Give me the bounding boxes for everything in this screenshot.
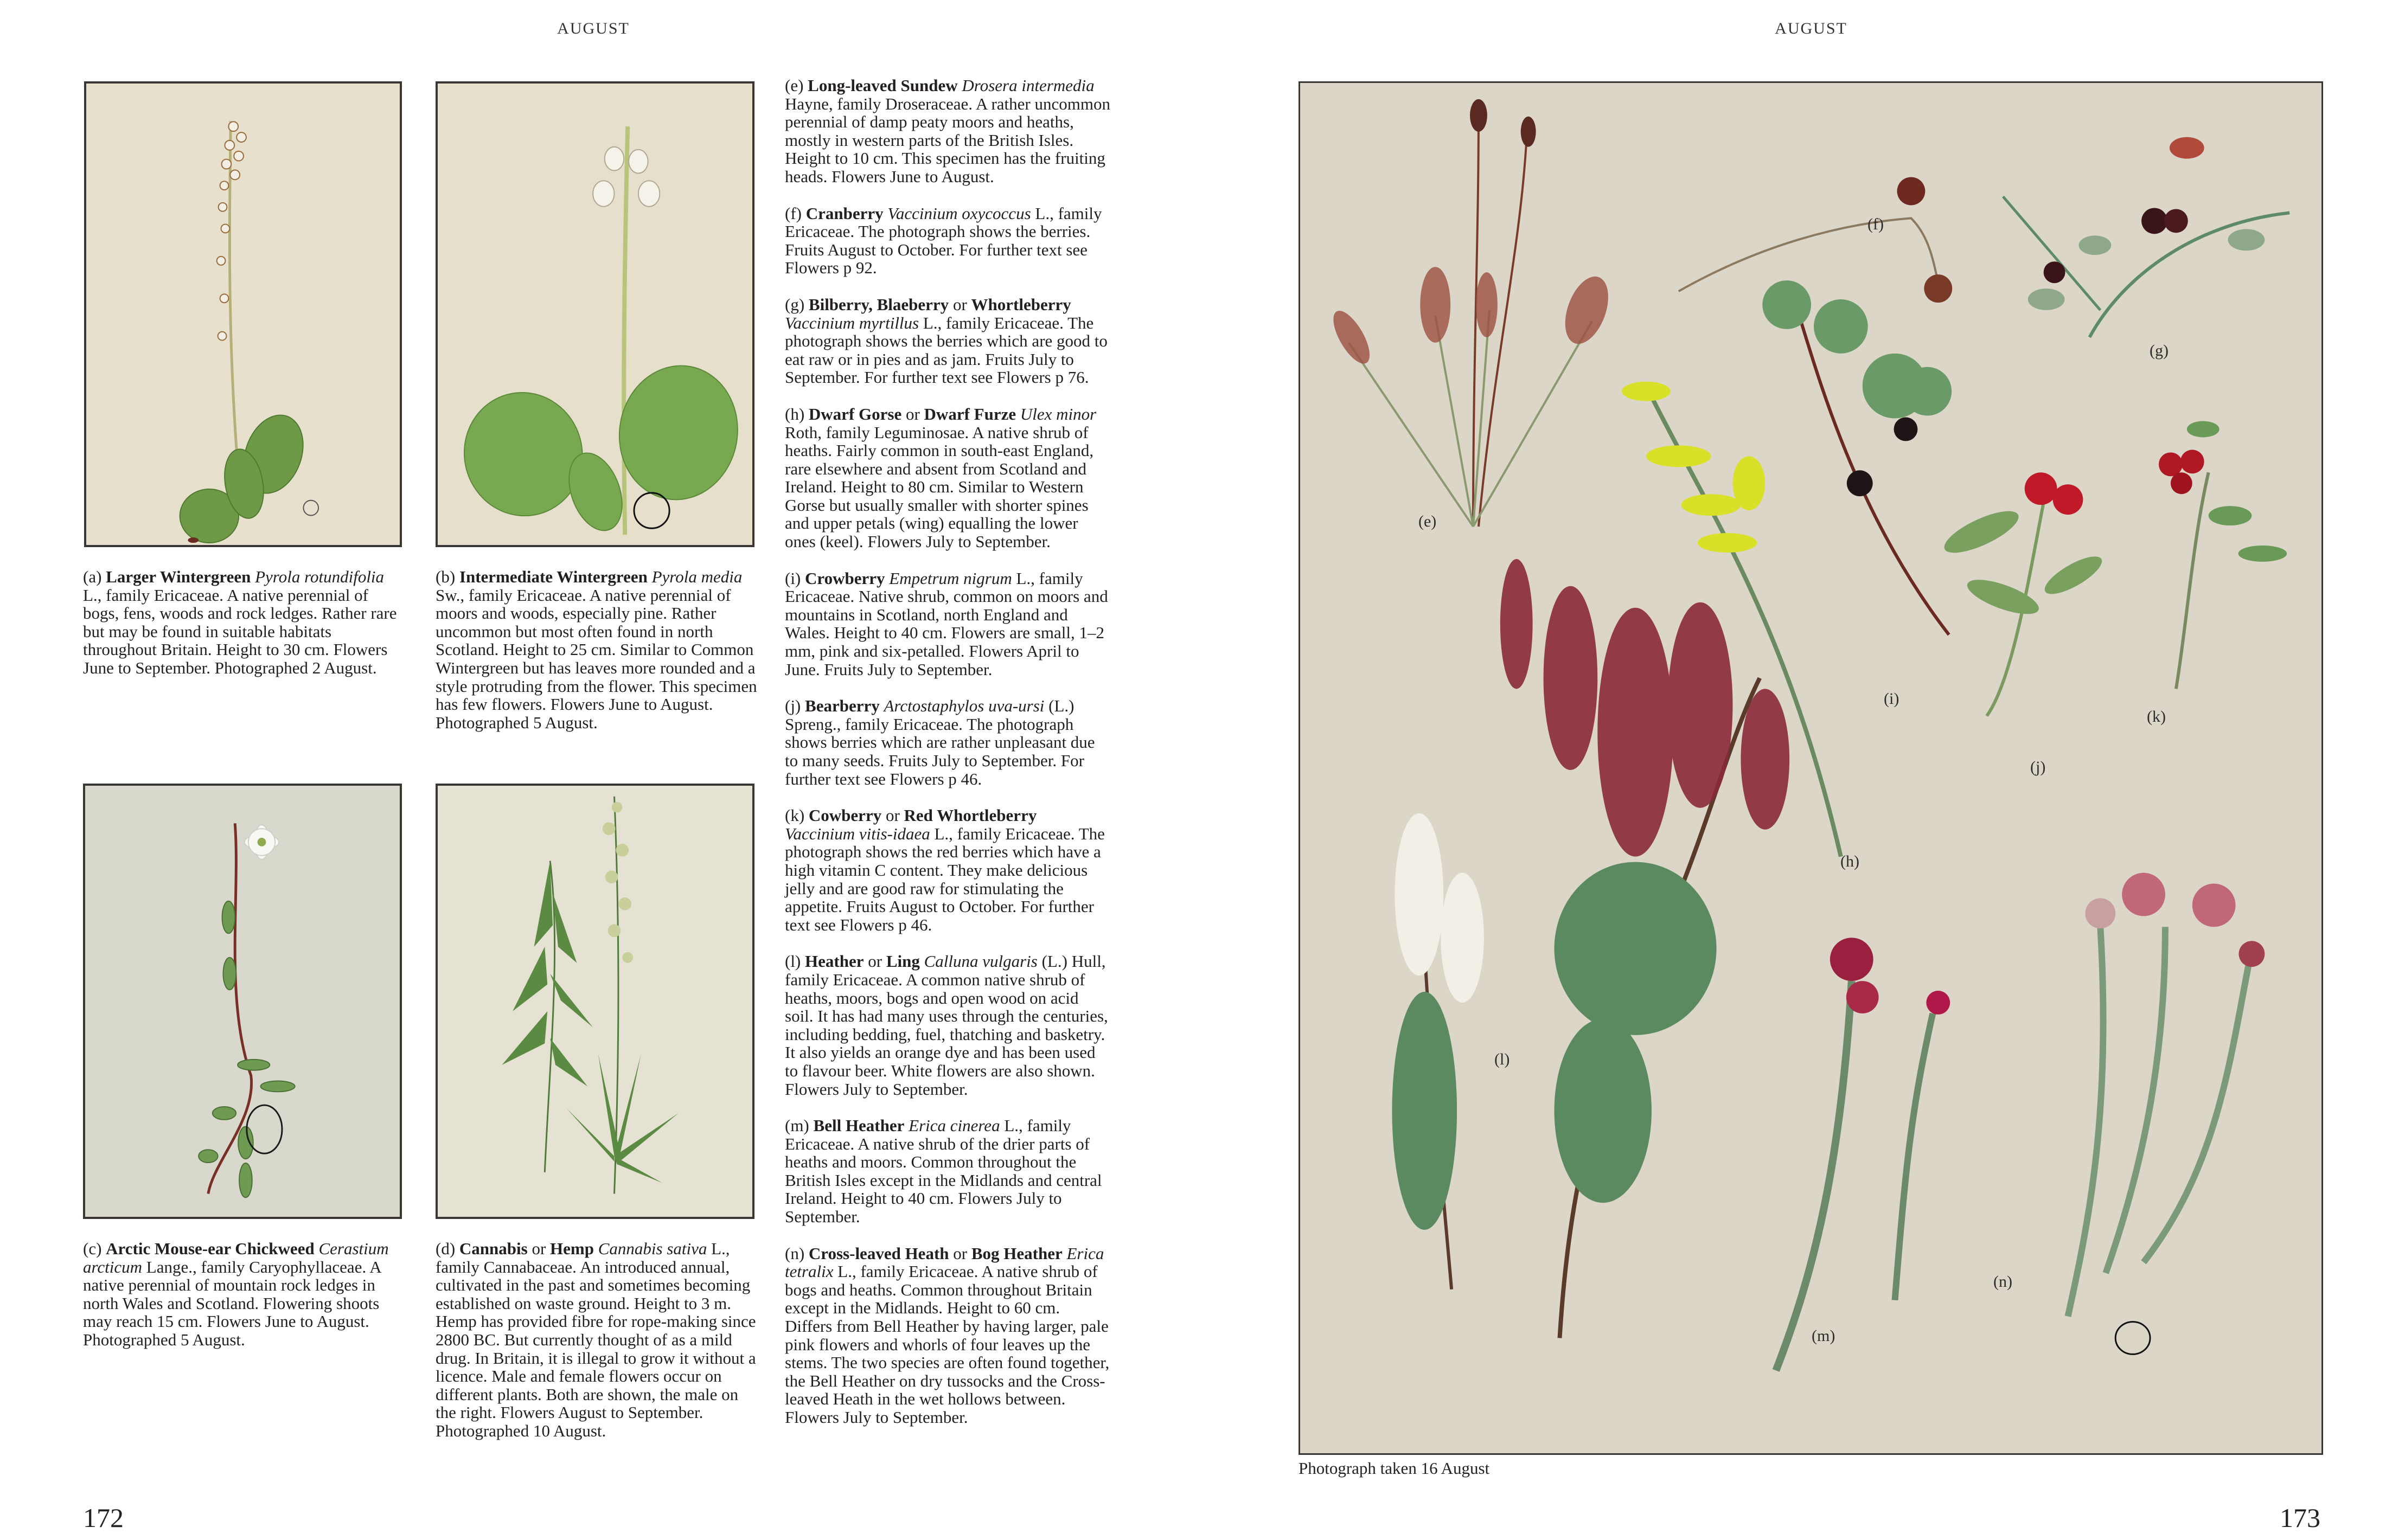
common-name-alt: Bog Heather	[971, 1243, 1063, 1263]
common-name: Cannabis	[459, 1239, 528, 1258]
caption-a	[83, 568, 406, 677]
common-name: Bearberry	[805, 696, 880, 716]
latin-name: Vaccinium oxycoccus	[887, 203, 1031, 223]
caption-c	[83, 1240, 406, 1349]
caption-text: L., family Ericaceae. A native perennial of bogs, fens, woods and rock ledges. Rather rare but may be found in suitable habitats throughout Britain. Height to 30 cm. Flowers June to September. Photographed 2 August.	[83, 585, 397, 677]
plate-illustration	[1300, 83, 2321, 1453]
latin-name: Erica tetralix	[785, 1243, 1104, 1281]
plate-label-g: (g)	[2150, 342, 2169, 360]
plate-label-l: (l)	[1494, 1050, 1510, 1068]
entry-i: (i) Crowberry Empetrum nigrum L., family Ericaceae. Native shrub, common on moors and mountains in Scotland, north England and Wales. Height to 40 cm. Flowers are small, 1–2 mm, pink and six-petalled. Flowers April to June. Fruits July to September.	[785, 568, 1108, 679]
larger-wintergreen-illustration	[86, 84, 400, 545]
latin-name: Vaccinium vitis-idaea	[785, 824, 930, 843]
latin-name: Cannabis sativa	[598, 1239, 707, 1258]
common-name-alt: Whortleberry	[971, 294, 1071, 314]
entry-f: (f) Cranberry Vaccinium oxycoccus L., family Ericaceae. The photograph shows the berries. Fruits August to October. For further text see Flowers p 92.	[785, 203, 1102, 278]
photo-a-larger-wintergreen	[84, 81, 402, 547]
latin-name: Empetrum nigrum	[889, 568, 1012, 588]
photo-b-intermediate-wintergreen	[436, 81, 754, 547]
common-name: Cranberry	[805, 203, 884, 223]
common-name-alt: Dwarf Furze	[924, 404, 1016, 424]
page-number-right: 173	[2280, 1503, 2320, 1533]
plate-label-e: (e)	[1418, 512, 1437, 530]
caption-d: (d) Cannabis or Hemp Cannabis sativa L., family Cannabaceae. An introduced annual, cultivated in the past and sometimes becoming established on waste ground. Height to 3 m. Hemp has provided fibre for rope-making since 2800 BC. But currently thought of as a mild drug. In Britain, it is illegal to grow it without a licence. Male and female flowers occur on different plants. Both are shown, the male on the right. Flowers August to September. Photographed 10 August.	[436, 1239, 756, 1440]
plate-label-j: (j)	[2030, 758, 2046, 776]
common-name: Larger Wintergreen	[106, 567, 251, 586]
entry-k: (k) Cowberry or Red Whortleberry Vaccinium vitis-idaea L., family Ericaceae. The photograph shows the red berries which have a high vitamin C content. They make delicious jelly and are good raw for stimulating the appetite. Fruits August to October. For further text see Flowers p 46.	[785, 806, 1105, 934]
plate-label-n: (n)	[1993, 1273, 2012, 1291]
caption-letter: (d)	[436, 1239, 456, 1258]
plate-label-k: (k)	[2147, 708, 2166, 726]
common-name: Intermediate Wintergreen	[459, 567, 648, 586]
entry-n: (n) Cross-leaved Heath or Bog Heather Erica tetralix L., family Ericaceae. A native shrub of bogs and heaths. Common throughout Britain except in the Midlands. Height to 60 cm. Differs from Bell Heather by having larger, pale pink flowers and whorls of four leaves up the stems. The two species are often found together, the Bell Heather on dry tussocks and the Cross-leaved Heath in the wet hollows between. Flowers July to September.	[785, 1243, 1110, 1427]
latin-name: Pyrola media	[651, 567, 743, 586]
caption-b	[436, 568, 758, 732]
latin-name: Calluna vulgaris	[924, 952, 1038, 971]
entry-g: (g) Bilberry, Blaeberry or Whortleberry Vaccinium myrtillus L., family Ericaceae. The photograph shows the berries which are good to eat raw or in pies and as jam. Fruits July to September. For further text see Flowers p 76.	[785, 294, 1108, 387]
common-name: Crowberry	[805, 568, 885, 588]
caption-text: Sw., family Ericaceae. A native perennial of moors and woods, especially pine. Rather uncommon but most often found in north Scotland. Height to 25 cm. Similar to Common Wintergreen but has leaves more rounded and a style protruding from the flower. This specimen has few flowers. Flowers June to August. Photographed 5 August.	[436, 585, 757, 732]
latin-name: Drosera intermedia	[962, 76, 1095, 95]
common-name: Heather	[805, 952, 864, 971]
photo-credit: Photograph taken 16 August	[1299, 1459, 1490, 1478]
entry-l: (l) Heather or Ling Calluna vulgaris (L.) Hull, family Ericaceae. A common native shrub of heaths, moors, bogs and open wood on acid soil. It has had many uses through the centuries, including bedding, fuel, thatching and basketry. It also yields an orange dye and has been used to flavour beer. White flowers are also shown. Flowers July to September.	[785, 952, 1108, 1099]
latin-name: Vaccinium myrtillus	[785, 313, 919, 332]
plate-label-i: (i)	[1884, 690, 1899, 708]
chickweed-illustration	[85, 786, 400, 1217]
entry-h: (h) Dwarf Gorse or Dwarf Furze Ulex minor Roth, family Leguminosae. A native shrub of heaths. Fairly common in south-east England, rare elsewhere and absent from Scotland and Ireland. Height to 80 cm. Similar to Western Gorse but usually smaller with shorter spines and upper petals (wing) equalling the lower ones (keel). Flowers July to September.	[785, 404, 1097, 551]
caption-letter: (a)	[83, 567, 102, 586]
common-name-alt: Hemp	[550, 1239, 594, 1258]
latin-name: Erica cinerea	[909, 1116, 1000, 1135]
entry-m: (m) Bell Heather Erica cinerea L., family Ericaceae. A native shrub of the drier parts of heaths and moors. Common throughout the British Isles except in the Midlands and central Ireland. Height to 40 cm. Flowers July to September.	[785, 1116, 1102, 1227]
cannabis-illustration	[438, 786, 752, 1217]
latin-name: Arctostaphylos uva-ursi	[884, 696, 1045, 716]
common-name: Arctic Mouse-ear Chickweed	[106, 1239, 315, 1258]
latin-name: Pyrola rotundifolia	[255, 567, 385, 586]
caption-text: L., family Cannabaceae. An introduced annual, cultivated in the past and sometimes becoming established on waste ground. Height to 3 m. Hemp has provided fibre for rope-making since 2800 BC. But currently thought of as a mild drug. In Britain, it is illegal to grow it without a licence. Male and female flowers occur on different plants. Both are shown, the male on the right. Flowers August to September. Photographed 10 August.	[436, 1239, 756, 1440]
caption-letter: (c)	[83, 1239, 102, 1258]
common-name: Cross-leaved Heath	[808, 1243, 949, 1263]
running-head-right: AUGUST	[1775, 20, 1847, 37]
plate-label-h: (h)	[1840, 852, 1859, 870]
running-head-left: AUGUST	[557, 20, 630, 37]
caption-letter: (b)	[436, 567, 456, 586]
latin-name: Cerastium arcticum	[83, 1239, 389, 1276]
species-text-column	[785, 76, 1110, 1445]
entry-j: (j) Bearberry Arctostaphylos uva-ursi (L.) Spreng., family Ericaceae. The photograph shows berries which are rather unpleasant due to many seeds. Fruits July to September. For further text see Flowers p 46.	[785, 696, 1095, 788]
caption-text: Lange., family Caryophyllaceae. A native perennial of mountain rock ledges in north Wales and Scotland. Flowering shoots may reach 15 cm. Flowers June to August. Photographed 5 August.	[83, 1257, 381, 1349]
plate-label-f: (f)	[1867, 215, 1884, 233]
common-name: Cowberry	[808, 806, 882, 825]
page-number-left: 172	[83, 1503, 124, 1533]
photo-c-arctic-mouse-ear-chickweed	[83, 784, 402, 1219]
common-name: Dwarf Gorse	[808, 404, 902, 424]
common-name-alt: Red Whortleberry	[904, 806, 1037, 825]
intermediate-wintergreen-illustration	[438, 84, 752, 545]
plate-label-m: (m)	[1812, 1327, 1835, 1345]
common-name: Bilberry, Blaeberry	[808, 294, 949, 314]
common-name: Bell Heather	[813, 1116, 905, 1135]
entry-e: (e) Long-leaved Sundew Drosera intermedia Hayne, family Droseraceae. A rather uncommon perennial of damp peaty moors and heaths, mostly in western parts of the British Isles. Height to 10 cm. This specimen has the fruiting heads. Flowers June to August.	[785, 76, 1110, 186]
latin-name: Ulex minor	[1020, 404, 1097, 424]
plate-photo-heathland-plants	[1299, 81, 2323, 1455]
common-name-alt: Ling	[886, 952, 920, 971]
photo-d-cannabis-hemp	[436, 784, 754, 1219]
common-name: Long-leaved Sundew	[808, 76, 958, 95]
